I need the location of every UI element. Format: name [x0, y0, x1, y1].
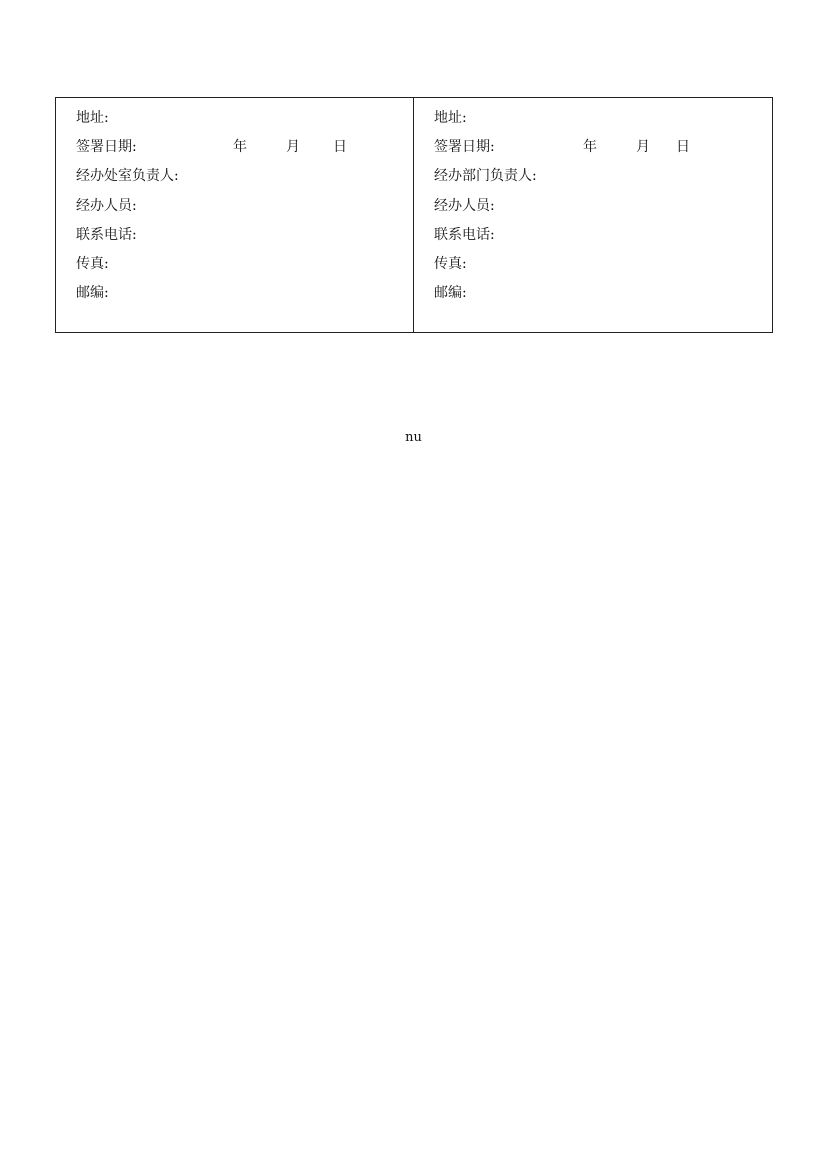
year-label: 年: [583, 139, 597, 156]
handler-label: 经办人员:: [434, 197, 495, 214]
postcode-row: [76, 283, 413, 312]
left-party-column: [56, 98, 414, 332]
address-row: [76, 108, 413, 137]
fax-row: [434, 254, 772, 283]
fax-label: 传真:: [76, 255, 109, 272]
address-label: 地址:: [76, 110, 109, 126]
handler-label: 经办人员:: [76, 197, 137, 214]
phone-row: [76, 225, 413, 254]
address-label: 地址:: [434, 110, 467, 126]
year-label: 年: [233, 139, 247, 156]
phone-label: 联系电话:: [76, 226, 137, 243]
postcode-label: 邮编:: [434, 285, 467, 302]
day-label: 日: [676, 139, 690, 156]
manager-row: [434, 166, 772, 195]
phone-row: [434, 225, 772, 254]
manager-label: 经办部门负责人:: [434, 168, 537, 185]
sign-date-label: 签署日期:: [434, 139, 495, 156]
handler-row: [76, 196, 413, 225]
month-label: 月: [636, 139, 650, 156]
phone-label: 联系电话:: [434, 226, 495, 243]
sign-date-row: [434, 137, 772, 166]
manager-label: 经办处室负责人:: [76, 168, 179, 185]
sign-date-row: [76, 137, 413, 166]
day-label: 日: [333, 139, 347, 156]
handler-row: [434, 196, 772, 225]
right-party-column: [414, 98, 772, 332]
page-marker: nu: [405, 430, 422, 445]
address-row: [434, 108, 772, 137]
postcode-row: [434, 283, 772, 312]
fax-label: 传真:: [434, 255, 467, 272]
signature-table: [55, 97, 773, 333]
manager-row: [76, 166, 413, 195]
fax-row: [76, 254, 413, 283]
sign-date-label: 签署日期:: [76, 139, 137, 156]
month-label: 月: [286, 139, 300, 156]
postcode-label: 邮编:: [76, 285, 109, 302]
